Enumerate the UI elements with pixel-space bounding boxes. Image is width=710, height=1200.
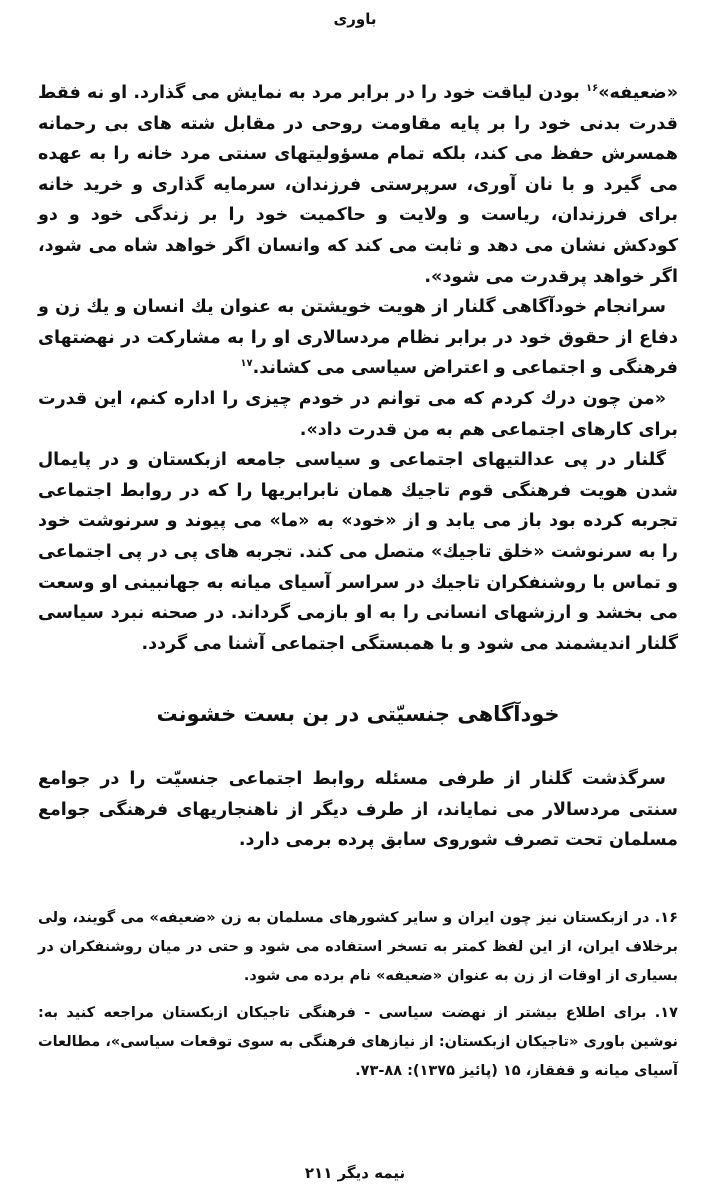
footnote-16: ۱۶. در ازبكستان نیز چون ایران و سایر كشورهای مسلمان به زن «ضعیفه» می گویند، ولی برخلاف ایران، از این لفظ كمتر به تسخر استفاده می شود و حتی در میان روشنفكران در بسیاری از اوقات از زن به عنوان «ضعیفه» نام برده می شود.: [38, 910, 678, 984]
footnote-ref: ۱۷: [240, 358, 253, 370]
paragraph: گلنار در پی عدالتیهای اجتماعی و سیاسی جامعه ازبكستان و در پایمال شدن هویت فرهنگی قوم تاجیك همان نابرابریها را كه در روابط اجتماعی تجربه كرده بود باز می یابد و از «خود» به «ما» می پیوند و سرنوشت خود را به سرنوشت «خلق تاجیك» متصل می كند. تجربه های پی در پی اجتماعی و تماس با روشنفكران تاجیك در سراسر آسیای میانه به جهانبینی او وسعت می بخشد و ارزشهای انسانی را به او بازمی گرداند. در صحنه نبرد سیاسی گلنار اندیشمند می شود و با همبستگی اجتماعی آشنا می گردد.: [38, 450, 678, 654]
footnotes: [38, 904, 678, 1094]
paragraph: «ضعیفه»$^{۱۶}$ بودن لیاقت خود را در برابر مرد به نمایش می گذارد. او نه فقط قدرت بدنی خود را بر پایه مقاومت روحی در مقابل شته های بی رحمانه همسرش حفظ می کند، بلکه تمام مسؤولیتهای سنتی مرد خانه را به عهده می گیرد و با نان آوری، سرپرستی فرزندان، سرمایه گذاری و خرید خانه برای فرزندان، ریاست و ولایت و حاکمیت خود را بر زندگی خود و دو کودکش نشان می دهد و ثابت می کند که وانسان اگر خواهد شاه می شود، اگر خواهد پرقدرت می شود».: [38, 83, 678, 287]
text-run: سرانجام خودآگاهی گلنار از هویت خویشتن به عنوان یك انسان و یك زن و دفاع از حقوق خود در برابر نظام مردسالاری او را به مشارکت در نهضتهای فرهنگی و اجتماعی و اعتراض سیاسی می کشاند.: [38, 297, 678, 379]
footnote-17: ۱۷. برای اطلاع بیشتر از نهضت سیاسی - فرهنگی تاجیكان ازبكستان مراجعه كنید به: نوشین باوری «تاجیكان ازبكستان: از نیازهای فرهنگی به سوی توقعات سیاسی»، مطالعات آسیای میانه و قفقاز، ۱۵ (پائیز ۱۳۷۵): ۸۸-۷۳.: [38, 1005, 678, 1079]
page-footer: نیمه دیگر ۲۱۱: [304, 1164, 406, 1182]
paragraph: «من چون درك كردم كه می توانم در خودم چیزی را اداره كنم، این قدرت برای كارهای اجتماعی هم به من قدرت داد».: [38, 388, 678, 440]
paragraph: [38, 292, 678, 384]
text-run: ضعیفه»: [598, 83, 667, 103]
section-heading: خودآگاهی جنسیّتی در بن بست خشونت: [156, 702, 560, 726]
paragraph: سرگذشت گلنار از طرفی مسئله روابط اجتماعی جنسیّت را در جوامع سنتی مردسالار می نمایاند، از طرف دیگر از ناهنجاریهای فرهنگی جوامع مسلمان تحت تصرف شوروی سابق پرده برمی دارد.: [38, 769, 678, 851]
main-text: [38, 78, 678, 659]
running-header: باوری: [333, 10, 377, 28]
section-text: [38, 764, 678, 856]
footnote-ref: ۱۶: [586, 83, 599, 95]
text-run: بودن لیاقت خود را در برابر مرد به نمایش می گذارد. او نه فقط قدرت بدنی خود را بر پایه مقاومت روحی در مقابل شته های بی رحمانه همسرش حفظ می کند، بلکه تمام مسؤولیتهای سنتی مرد خانه را به عهده می گیرد و با نان آوری، سرپرستی فرزندان، سرمایه گذاری و خرید خانه برای فرزندان، ریاست و ولایت و حاکمیت خود را بر زندگی خود و دو کودکش نشان می دهد و ثابت می کند که وانسان اگر خواهد شاه می شود، اگر خواهد پرقدرت می شود».: [38, 83, 678, 287]
